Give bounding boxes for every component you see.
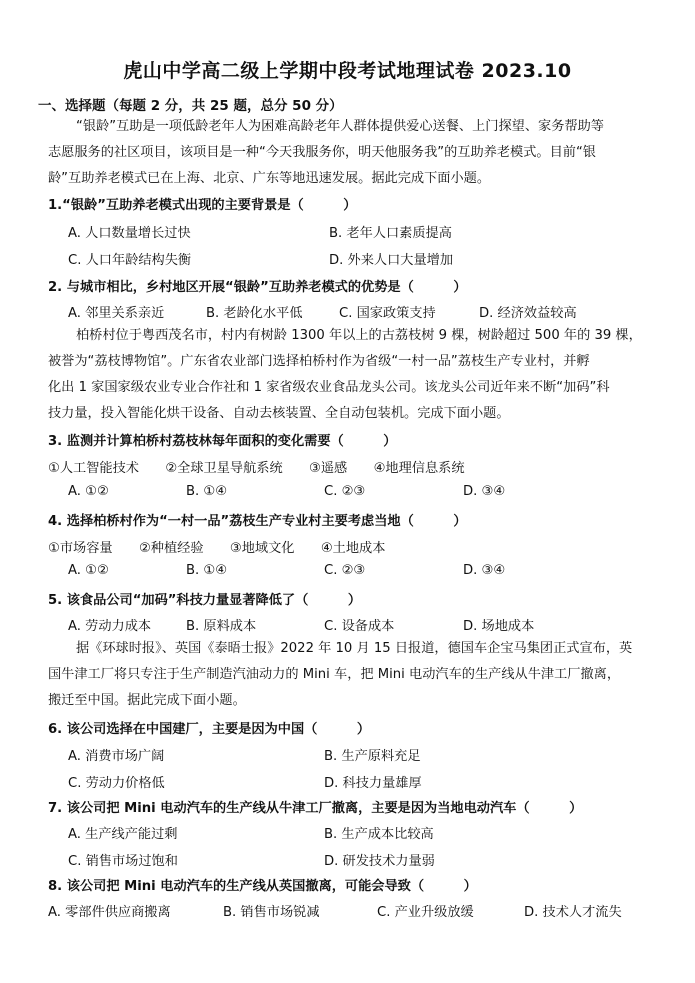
question-stem: 8. 该公司把 Mini 电动汽车的生产线从英国撤离，可能会导致（ ）	[48, 879, 477, 894]
option-b: B. 老龄化水平低	[206, 306, 303, 321]
passage-line: 据《环球时报》、英国《泰晤士报》2022 年 10 月 15 日报道，德国车企宝马集团正式宣布，英	[76, 641, 633, 656]
option-b: B. 原料成本	[186, 619, 257, 634]
passage-line: 被誉为“荔枝博物馆”。广东省农业部门选择柏桥村作为省级“一村一品”荔枝生产专业村，并孵	[48, 354, 590, 369]
passage-line: 龄”互助养老模式已在上海、北京、广东等地迅速发展。据此完成下面小题。	[48, 171, 491, 186]
question-stem: 6. 该公司选择在中国建厂，主要是因为中国（ ）	[48, 722, 371, 737]
option-d: D. 经济效益较高	[479, 306, 577, 321]
option-d: D. 技术人才流失	[524, 905, 622, 920]
page-title: 虎山中学高二级上学期中段考试地理试卷 2023.10	[123, 60, 572, 82]
question-stem: 1.“银龄”互助养老模式出现的主要背景是（ ）	[48, 198, 357, 213]
question-stem: 7. 该公司把 Mini 电动汽车的生产线从牛津工厂撤离，主要是因为当地电动汽车（ ）	[48, 801, 583, 816]
option-b: B. 生产成本比较高	[324, 827, 434, 842]
passage-line: 志愿服务的社区项目，该项目是一种“今天我服务你，明天他服务我”的互助养老模式。目前“银	[48, 145, 596, 160]
option-b: B. ①④	[186, 563, 228, 578]
option-a: A. ①②	[68, 563, 109, 578]
option-d: D. ③④	[463, 563, 506, 578]
option-c: C. 国家政策支持	[339, 306, 436, 321]
option-b: B. 老年人口素质提高	[329, 226, 452, 241]
option-c: C. 产业升级放缓	[377, 905, 474, 920]
passage-line: 技力量，投入智能化烘干设备、自动去核装置、全自动包装机。完成下面小题。	[48, 406, 510, 421]
option-a: A. 消费市场广阔	[68, 749, 165, 764]
passage-line: 国牛津工厂将只专注于生产制造汽油动力的 Mini 车，把 Mini 电动汽车的生产线从牛津工厂撤离，	[48, 667, 621, 682]
question-stem: 5. 该食品公司“加码”科技力量显著降低了（ ）	[48, 593, 362, 608]
option-a: A. 零部件供应商搬离	[48, 905, 171, 920]
question-items: ①人工智能技术 ②全球卫星导航系统 ③遥感 ④地理信息系统	[48, 461, 465, 476]
option-c: C. ②③	[324, 563, 366, 578]
option-d: D. 科技力量雄厚	[324, 776, 422, 791]
question-items: ①市场容量 ②种植经验 ③地域文化 ④土地成本	[48, 541, 386, 556]
option-a: A. 人口数量增长过快	[68, 226, 191, 241]
section-heading: 一、选择题（每题 2 分，共 25 题，总分 50 分）	[38, 98, 343, 114]
option-d: D. 场地成本	[463, 619, 535, 634]
passage-line: “银龄”互助是一项低龄老年人为困难高龄老年人群体提供爱心送餐、上门探望、家务帮助等	[76, 119, 604, 134]
option-c: C. 劳动力价格低	[68, 776, 165, 791]
option-c: C. ②③	[324, 484, 366, 499]
option-d: D. 研发技术力量弱	[324, 854, 435, 869]
option-b: B. 生产原料充足	[324, 749, 421, 764]
option-d: D. ③④	[463, 484, 506, 499]
option-b: B. 销售市场锐减	[223, 905, 320, 920]
option-c: C. 人口年龄结构失衡	[68, 253, 192, 268]
question-stem: 3. 监测并计算柏桥村荔枝林每年面积的变化需要（ ）	[48, 434, 397, 449]
question-stem: 4. 选择柏桥村作为“一村一品”荔枝生产专业村主要考虑当地（ ）	[48, 514, 467, 529]
passage-line: 搬迁至中国。据此完成下面小题。	[48, 693, 246, 708]
option-a: A. 劳动力成本	[68, 619, 152, 634]
option-a: A. ①②	[68, 484, 109, 499]
option-c: C. 设备成本	[324, 619, 395, 634]
passage-line: 柏桥村位于粤西茂名市，村内有树龄 1300 年以上的古荔枝树 9 棵，树龄超过 500 年的 39 棵，	[76, 328, 642, 343]
option-d: D. 外来人口大量增加	[329, 253, 454, 268]
passage-line: 化出 1 家国家级农业专业合作社和 1 家省级农业食品龙头公司。该龙头公司近年来不断“加码”科	[48, 380, 610, 395]
option-c: C. 销售市场过饱和	[68, 854, 178, 869]
option-a: A. 邻里关系亲近	[68, 306, 165, 321]
question-stem: 2. 与城市相比，乡村地区开展“银龄”互助养老模式的优势是（ ）	[48, 280, 467, 295]
option-a: A. 生产线产能过剩	[68, 827, 178, 842]
option-b: B. ①④	[186, 484, 228, 499]
